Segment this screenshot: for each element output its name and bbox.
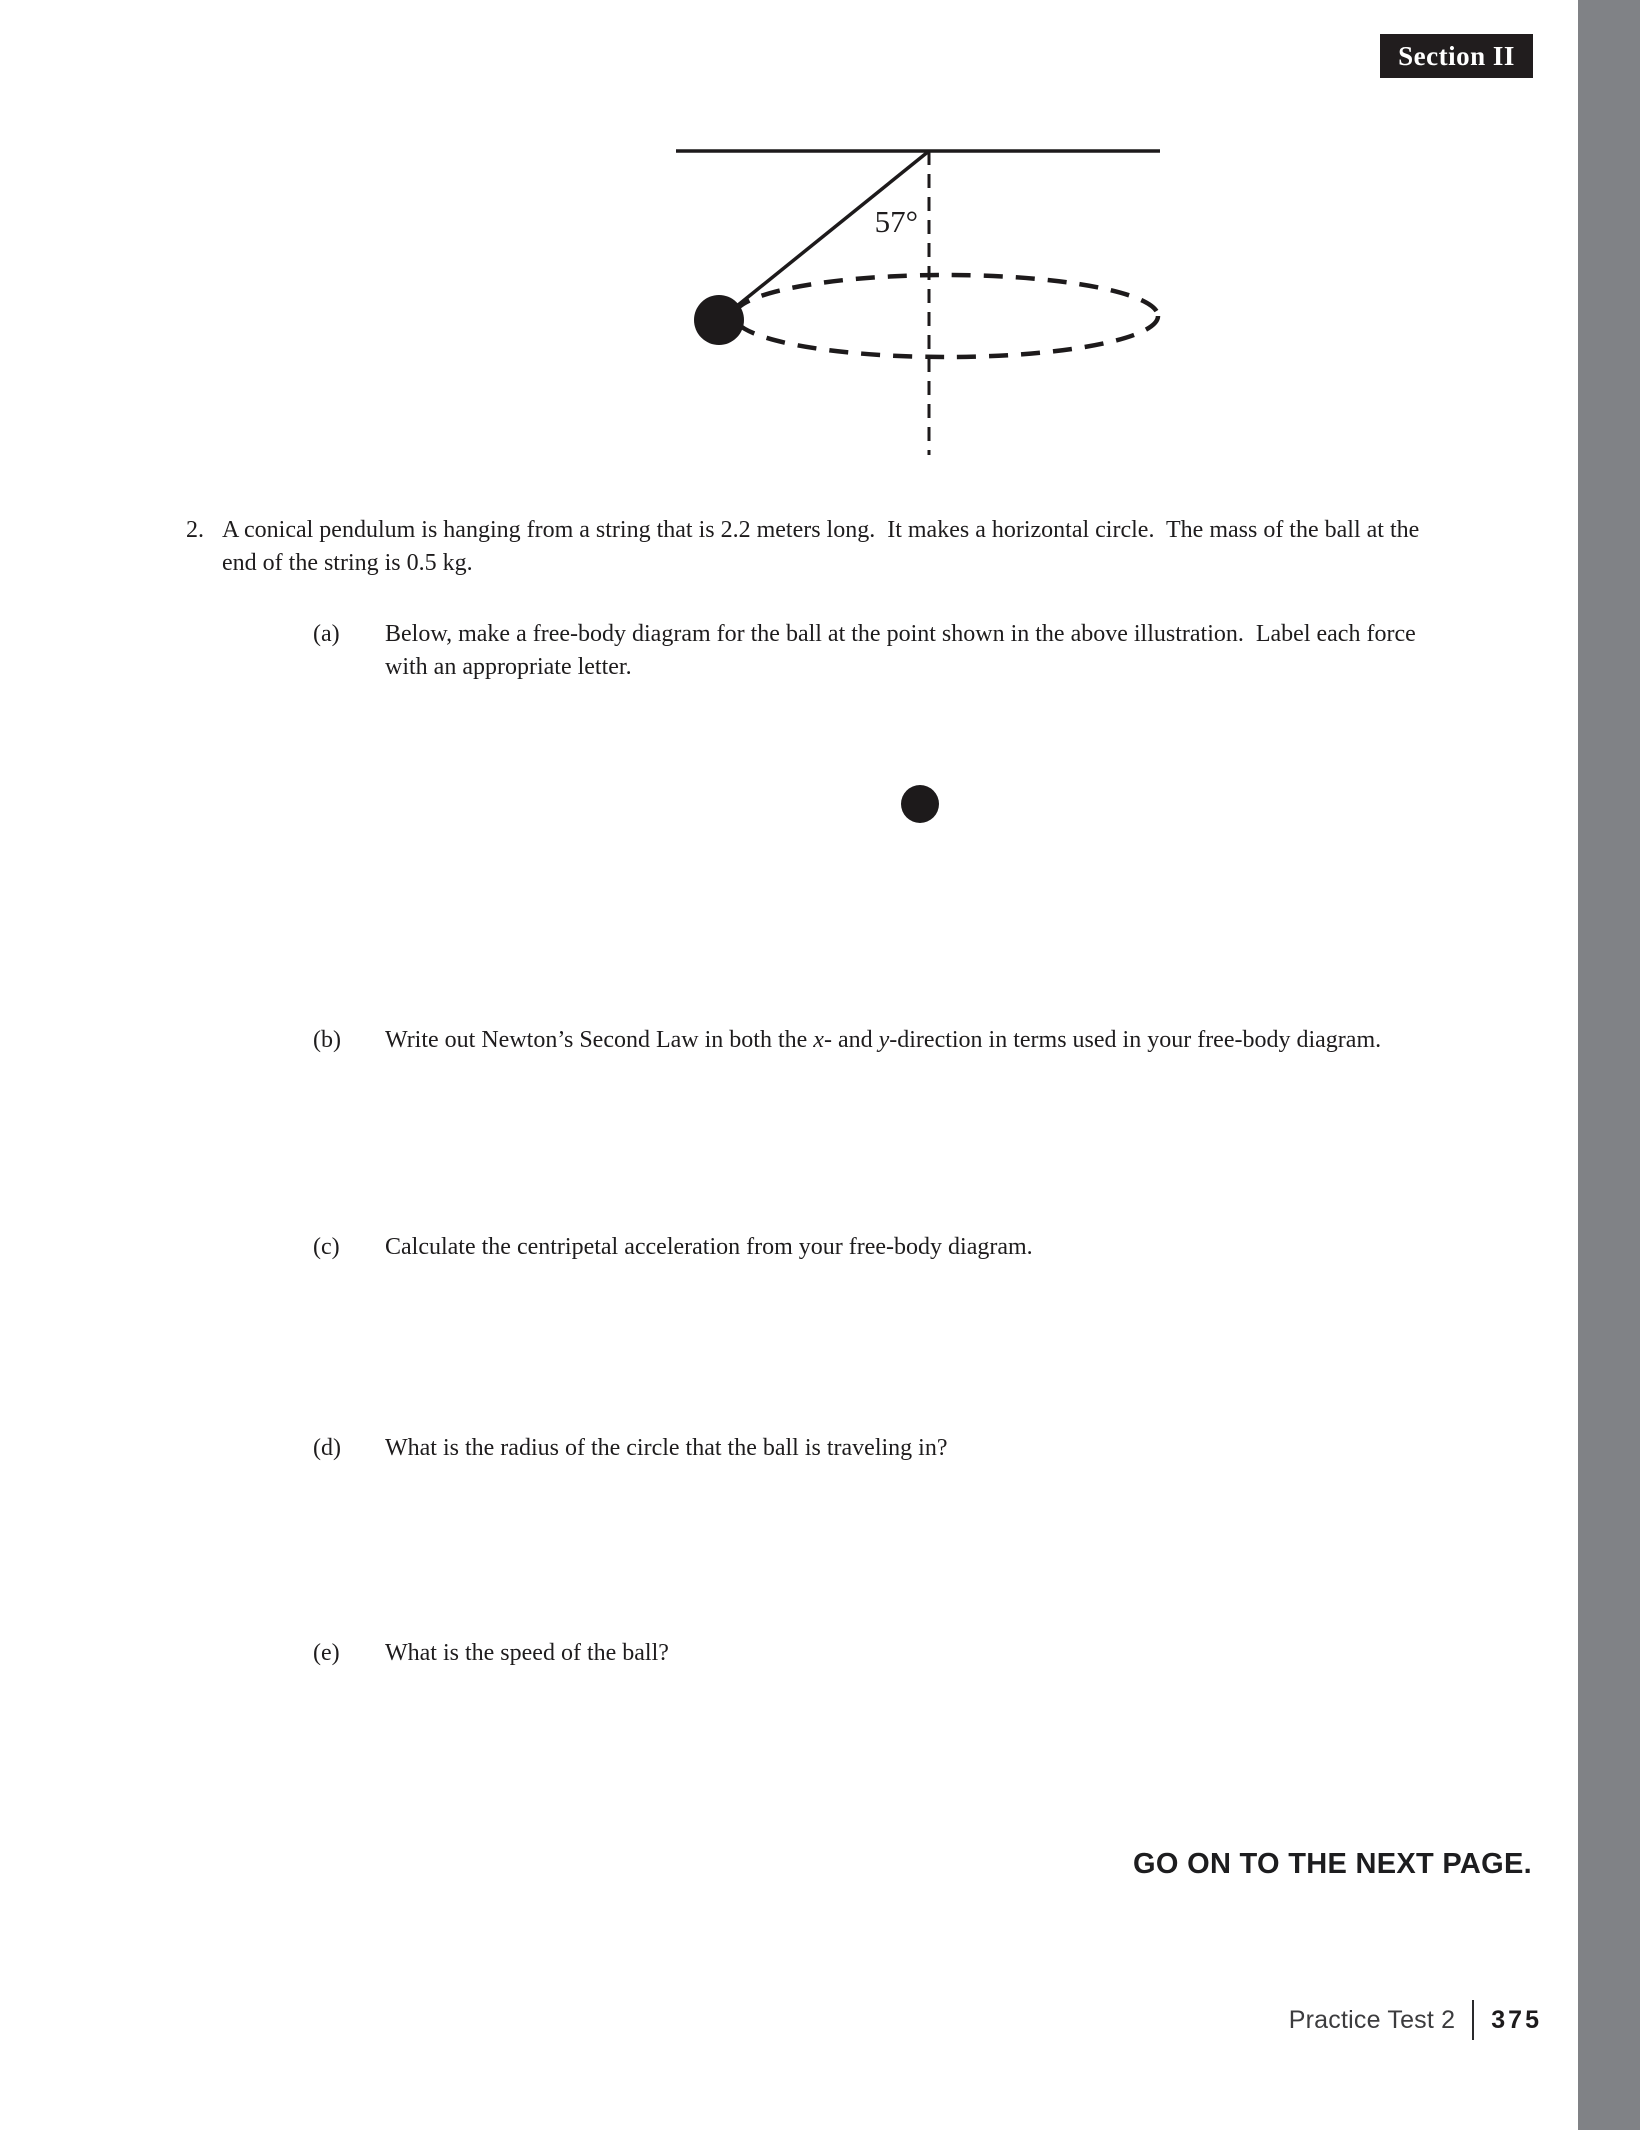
pendulum-ball [694, 295, 744, 345]
part-c-text-line: Calculate the centripetal acceleration from your free-body diagram. [385, 1234, 1033, 1260]
part-b-label: (b) [313, 1027, 341, 1053]
pendulum-diagram [600, 100, 1240, 480]
go-on-instruction: GO ON TO THE NEXT PAGE. [1133, 1848, 1532, 1880]
angle-label: 57° [874, 204, 918, 239]
part-d-label: (d) [313, 1435, 341, 1461]
part-e-text-line: What is the speed of the ball? [385, 1640, 669, 1666]
part-b-text: -direction in terms used in your free-body diagram. [889, 1027, 1382, 1053]
part-b-text: Write out Newton’s Second Law in both the [385, 1027, 814, 1053]
part-a-text-line: with an appropriate letter. [385, 654, 632, 680]
part-b-text: - and [823, 1027, 879, 1053]
footer-divider [1472, 2000, 1474, 2040]
question-text-line: end of the string is 0.5 kg. [222, 550, 473, 576]
part-e-label: (e) [313, 1640, 340, 1666]
free-body-diagram-ball [901, 785, 939, 823]
part-b-variable-y: y [878, 1027, 890, 1053]
part-a-label: (a) [313, 621, 340, 647]
footer-page-number: 375 [1491, 2005, 1542, 2034]
footer-test-label: Practice Test 2 [1288, 2005, 1456, 2034]
section-badge [1380, 34, 1533, 78]
part-b-text-line [385, 1028, 1381, 1052]
section-badge-label: Section II [1398, 40, 1515, 71]
circular-path-dashed-ellipse [734, 275, 1158, 357]
question-text-line: A conical pendulum is hanging from a string that is 2.2 meters long. It makes a horizontal circle. The mass of the ball at the [222, 517, 1420, 543]
page-edge-tab [1578, 0, 1640, 2130]
part-d-text-line: What is the radius of the circle that the ball is traveling in? [385, 1435, 948, 1461]
part-a-text-line: Below, make a free-body diagram for the ball at the point shown in the above illustration. Label each force [385, 621, 1416, 647]
question-number: 2. [186, 517, 204, 543]
part-b-variable-x: x [813, 1027, 824, 1053]
part-c-label: (c) [313, 1234, 340, 1260]
page-footer [1289, 1998, 1542, 2042]
